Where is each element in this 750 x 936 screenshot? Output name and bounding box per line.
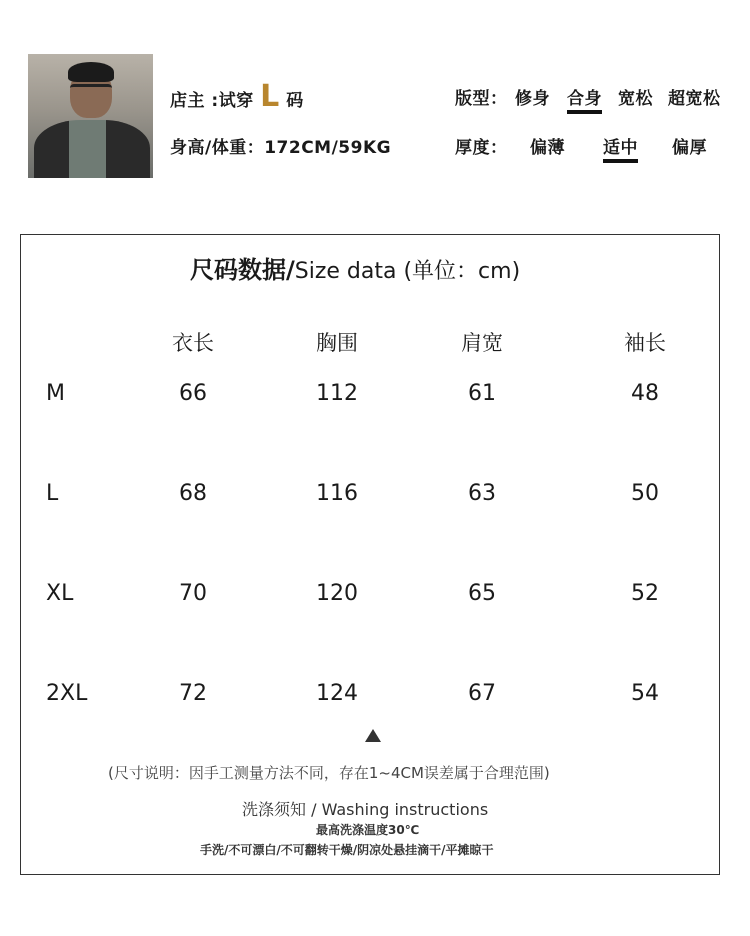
row-size-xl: XL [46,581,74,606]
body-value: 172CM/59KG [264,138,392,158]
table-cell: 61 [468,381,496,406]
fit-option-oversized: 超宽松 [668,89,721,109]
table-cell: 66 [179,381,207,406]
body-label: 身高/体重： [170,138,265,158]
owner-prefix: 店主 :试穿 [170,91,254,111]
column-header-sleeve: 袖长 [624,331,666,355]
model-photo [28,54,153,178]
row-size-2xl: 2XL [46,681,88,706]
table-cell: 112 [316,381,358,406]
owner-fit-line [170,79,304,114]
column-header-shoulder: 肩宽 [461,331,503,355]
column-header-length: 衣长 [172,331,214,355]
owner-size: L [260,79,280,114]
thickness-option-medium-selected: 适中 [603,133,638,163]
table-cell: 124 [316,681,358,706]
table-cell: 120 [316,581,358,606]
column-header-chest: 胸围 [316,331,358,355]
table-cell: 54 [631,681,659,706]
fit-option-regular-selected: 合身 [567,84,602,114]
table-cell: 116 [316,481,358,506]
table-cell: 63 [468,481,496,506]
triangle-icon [365,729,381,742]
table-cell: 67 [468,681,496,706]
table-cell: 70 [179,581,207,606]
size-table-title-cn: 尺码数据/ [190,256,295,284]
fit-option-loose: 宽松 [618,89,653,109]
measurement-note: (尺寸说明：因手工测量方法不同，存在1~4CM误差属于合理范围) [108,764,550,782]
washing-instructions: 手洗/不可漂白/不可翻转干燥/阴凉处悬挂滴干/平摊晾干 [200,843,494,857]
thickness-label: 厚度： [455,138,508,158]
size-table-title-en: Size data (单位：cm) [294,259,521,284]
table-cell: 65 [468,581,496,606]
table-cell: 52 [631,581,659,606]
table-cell: 50 [631,481,659,506]
table-cell: 72 [179,681,207,706]
row-size-l: L [46,481,59,506]
owner-suffix: 码 [286,91,304,111]
fit-option-slim: 修身 [515,89,550,109]
body-measurements [170,133,391,158]
thickness-option-thick: 偏厚 [672,138,707,158]
table-cell: 48 [631,381,659,406]
washing-title: 洗涤须知 / Washing instructions [242,800,489,819]
table-cell: 68 [179,481,207,506]
fit-label: 版型： [455,89,508,109]
size-table-title [190,250,520,285]
washing-max-temp: 最高洗涤温度30℃ [316,823,420,837]
thickness-option-thin: 偏薄 [530,138,565,158]
row-size-m: M [46,381,65,406]
